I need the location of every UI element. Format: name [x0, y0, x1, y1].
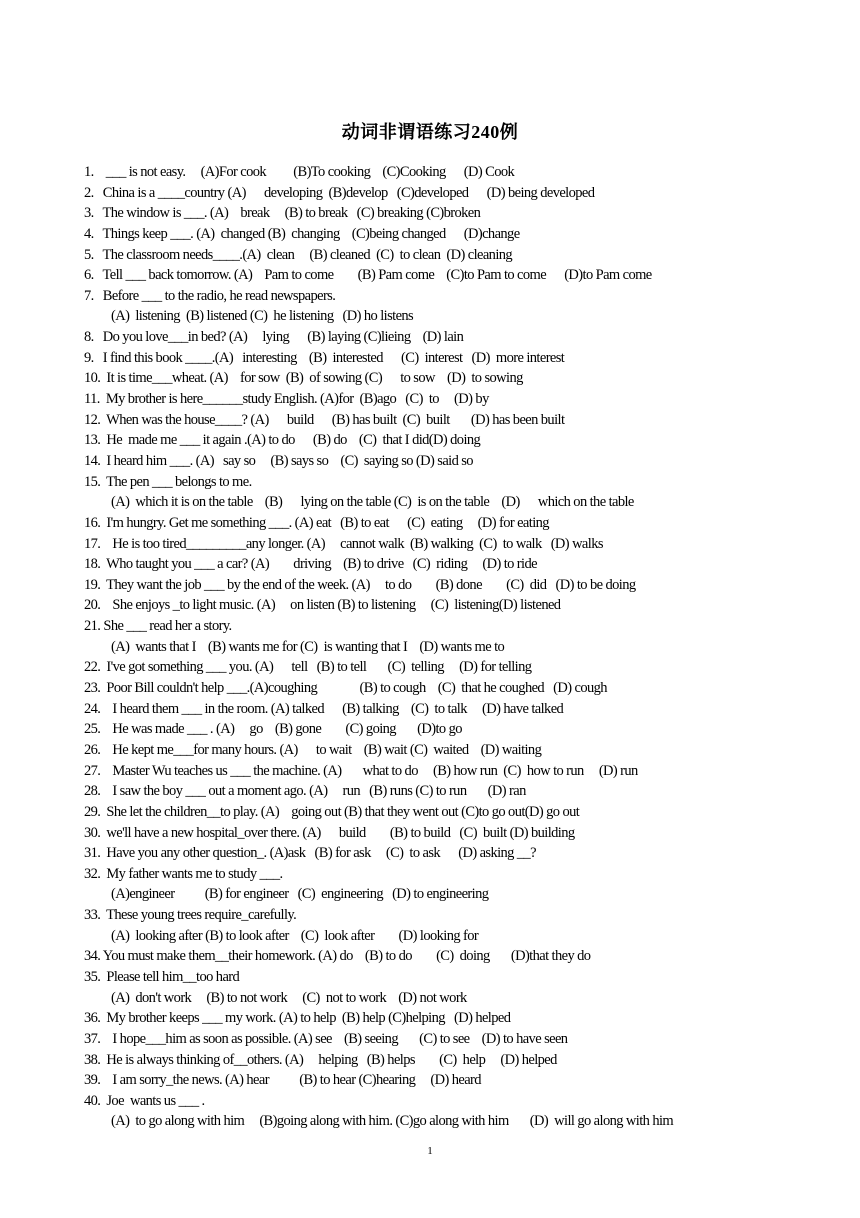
answer-options-line: (A)engineer (B) for engineer (C) engineering (D) to engineering	[111, 886, 489, 903]
question-line: 17. He is too tired_________any longer. (A) cannot walk (B) walking (C) to walk (D) walks	[84, 535, 603, 552]
answer-options-line: (A) wants that I (B) wants me for (C) is wanting that I (D) wants me to	[111, 638, 505, 655]
question-line: 34. You must make them__their homework. (A) do (B) to do (C) doing (D)that they do	[84, 948, 591, 965]
question-line: 38. He is always thinking of__others. (A) helping (B) helps (C) help (D) helped	[84, 1051, 557, 1068]
question-line: 23. Poor Bill couldn't help ___.(A)coughing (B) to cough (C) that he coughed (D) cough	[84, 680, 607, 697]
question-line: 35. Please tell him__too hard	[84, 968, 240, 985]
question-line: 15. The pen ___ belongs to me.	[84, 473, 252, 490]
question-line: 28. I saw the boy ___ out a moment ago. (A) run (B) runs (C) to run (D) ran	[84, 783, 526, 800]
page-title: 动词非谓语练习240例	[341, 122, 519, 142]
question-line: 22. I've got something ___ you. (A) tell (B) to tell (C) telling (D) for telling	[84, 659, 532, 676]
question-line: 39. I am sorry_the news. (A) hear (B) to hear (C)hearing (D) heard	[84, 1072, 481, 1089]
question-line: 20. She enjoys _to light music. (A) on listen (B) to listening (C) listening(D) listened	[84, 597, 561, 614]
answer-options-line: (A) to go along with him (B)going along with him. (C)go along with him (D) will go along with him	[111, 1113, 674, 1130]
question-line: 30. we'll have a new hospital_over there. (A) build (B) to build (C) built (D) building	[84, 824, 575, 841]
question-line: 29. She let the children__to play. (A) going out (B) that they went out (C)to go out(D) go out	[84, 803, 580, 820]
question-line: 24. I heard them ___ in the room. (A) talked (B) talking (C) to talk (D) have talked	[84, 700, 564, 717]
question-line: 21. She ___ read her a story.	[84, 618, 232, 635]
question-line: 19. They want the job ___ by the end of the week. (A) to do (B) done (C) did (D) to be doing	[84, 576, 636, 593]
answer-options-line: (A) which it is on the table (B) lying on the table (C) is on the table (D) which on the table	[111, 494, 634, 511]
question-line: 27. Master Wu teaches us ___ the machine. (A) what to do (B) how run (C) how to run (D) run	[84, 762, 638, 779]
question-line: 33. These young trees require_carefully.	[84, 907, 297, 924]
question-line: 14. I heard him ___. (A) say so (B) says so (C) saying so (D) said so	[84, 452, 473, 469]
question-line: 25. He was made ___ . (A) go (B) gone (C) going (D)to go	[84, 721, 462, 738]
question-line: 37. I hope___him as soon as possible. (A) see (B) seeing (C) to see (D) to have seen	[84, 1030, 568, 1047]
question-line: 36. My brother keeps ___ my work. (A) to help (B) help (C)helping (D) helped	[84, 1010, 511, 1027]
question-line: 6. Tell ___ back tomorrow. (A) Pam to come (B) Pam come (C)to Pam to come (D)to Pam come	[84, 267, 652, 284]
question-line: 4. Things keep ___. (A) changed (B) changing (C)being changed (D)change	[84, 225, 520, 242]
answer-options-line: (A) don't work (B) to not work (C) not to work (D) not work	[111, 989, 467, 1006]
question-line: 31. Have you any other question_. (A)ask (B) for ask (C) to ask (D) asking __?	[84, 845, 536, 862]
question-line: 26. He kept me___for many hours. (A) to wait (B) wait (C) waited (D) waiting	[84, 741, 542, 758]
question-line: 8. Do you love___in bed? (A) lying (B) laying (C)lieing (D) lain	[84, 329, 464, 346]
question-line: 3. The window is ___. (A) break (B) to break (C) breaking (C)broken	[84, 205, 481, 222]
question-line: 40. Joe wants us ___ .	[84, 1092, 205, 1109]
question-line: 2. China is a ____country (A) developing (B)develop (C)developed (D) being developed	[84, 184, 595, 201]
question-line: 5. The classroom needs____.(A) clean (B) cleaned (C) to clean (D) cleaning	[84, 246, 513, 263]
answer-options-line: (A) listening (B) listened (C) he listening (D) ho listens	[111, 308, 414, 325]
question-line: 18. Who taught you ___ a car? (A) driving (B) to drive (C) riding (D) to ride	[84, 556, 537, 573]
question-list	[84, 162, 784, 1132]
question-line: 13. He made me ___ it again .(A) to do (B) do (C) that I did(D) doing	[84, 432, 481, 449]
answer-options-line: (A) looking after (B) to look after (C) look after (D) looking for	[111, 927, 479, 944]
question-line: 16. I'm hungry. Get me something ___. (A) eat (B) to eat (C) eating (D) for eating	[84, 514, 549, 531]
question-line: 32. My father wants me to study ___.	[84, 865, 283, 882]
question-line: 10. It is time___wheat. (A) for sow (B) of sowing (C) to sow (D) to sowing	[84, 370, 523, 387]
question-line: 12. When was the house____? (A) build (B) has built (C) built (D) has been built	[84, 411, 565, 428]
question-line: 9. I find this book ____.(A) interesting (B) interested (C) interest (D) more interest	[84, 349, 565, 366]
question-line: 1. ___ is not easy. (A)For cook (B)To cooking (C)Cooking (D) Cook	[84, 164, 515, 180]
question-line: 11. My brother is here______study English. (A)for (B)ago (C) to (D) by	[84, 391, 489, 408]
page-number: 1	[427, 1145, 433, 1157]
question-line: 7. Before ___ to the radio, he read newspapers.	[84, 287, 336, 304]
